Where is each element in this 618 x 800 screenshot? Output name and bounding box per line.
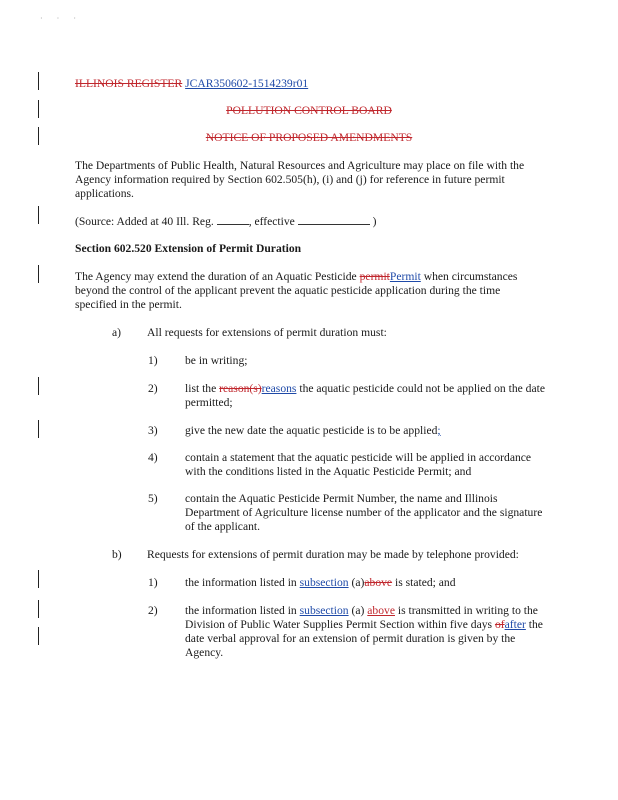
item-text <box>185 424 547 438</box>
deleted-text: ILLINOIS REGISTER <box>75 77 183 90</box>
subsection-text: Requests for extensions of permit duration may be made by telephone provided: <box>147 548 519 561</box>
item-text: contain a statement that the aquatic pesticide will be applied in accordance with the conditions listed in the Aquatic Pesticide Permit; and <box>185 451 532 478</box>
change-bar <box>38 627 39 645</box>
change-bar <box>38 206 39 224</box>
item-text-part: the information listed in <box>185 604 297 617</box>
item-number: 5) <box>148 492 158 505</box>
deleted-text: permit <box>359 270 390 283</box>
source-prefix: (Source: Added at 40 Ill. Reg. <box>75 215 214 228</box>
change-bar <box>38 420 39 438</box>
blank-field <box>298 214 370 225</box>
register-line <box>75 77 308 91</box>
item-text-part: the information listed in <box>185 576 297 589</box>
item-number: 2) <box>148 604 158 617</box>
source-middle: , effective <box>248 215 295 228</box>
inserted-text: ; <box>437 424 441 437</box>
scan-artifact: · · · <box>40 14 82 23</box>
para-text: when circumstances beyond the control of the applicant prevent the aquatic pesticide application during the time specified in the permit. <box>75 270 518 311</box>
deleted-text: POLLUTION CONTROL BOARD <box>226 104 392 117</box>
inserted-text: subsection <box>299 576 349 589</box>
item-number: 1) <box>148 576 158 589</box>
change-bar <box>38 377 39 395</box>
item-number: 2) <box>148 382 158 395</box>
item-text-part: is stated; and <box>394 576 456 589</box>
change-bar <box>38 600 39 618</box>
subsection-label: a) <box>112 326 122 339</box>
blank-field <box>217 214 249 225</box>
source-note <box>75 214 377 229</box>
item-text <box>185 382 547 410</box>
deleted-text: above <box>364 576 393 589</box>
notice-title <box>0 131 618 145</box>
item-number: 4) <box>148 451 158 464</box>
marked-text: above <box>367 604 395 617</box>
deleted-text: NOTICE OF PROPOSED AMENDMENTS <box>205 131 413 144</box>
source-suffix: ) <box>372 215 377 228</box>
item-text-part: (a) <box>351 604 365 617</box>
deleted-text: reason(s) <box>219 382 262 395</box>
inserted-text: after <box>504 618 526 631</box>
section-heading: Section 602.520 Extension of Permit Duration <box>75 242 302 255</box>
item-text-part: the aquatic pesticide could not be applied on the date permitted; <box>185 382 545 409</box>
item-text <box>185 576 547 590</box>
item-number: 1) <box>148 354 158 367</box>
board-title <box>0 104 618 118</box>
inserted-text: JCAR350602-1514239r01 <box>185 77 309 90</box>
intro-paragraph: The Departments of Public Health, Natural Resources and Agriculture may place on file with the Agency information required by Section 602.505(h), (i) and (j) for reference in future permit applications. <box>75 159 525 200</box>
item-text-part: (a) <box>351 576 365 589</box>
item-text-part: list the <box>185 382 217 395</box>
item-text-part: is transmitted in writing to the Division of Public Water Supplies Permit Section within five days <box>185 604 538 631</box>
para-text: The Agency may extend the duration of an Aquatic Pesticide <box>75 270 357 283</box>
inserted-text: Permit <box>389 270 421 283</box>
item-text <box>185 604 547 660</box>
change-bar <box>38 265 39 283</box>
change-bar <box>38 72 39 90</box>
subsection-label: b) <box>112 548 122 561</box>
subsection-text: All requests for extensions of permit duration must: <box>147 326 387 339</box>
inserted-text: reasons <box>261 382 297 395</box>
item-text-part: the date verbal approval for an extension of permit duration is given by the Agency. <box>185 618 543 659</box>
item-text: be in writing; <box>185 354 248 367</box>
inserted-text: subsection <box>299 604 349 617</box>
item-text: contain the Aquatic Pesticide Permit Number, the name and Illinois Department of Agriculture license number of the applicator and the signature of the applicant. <box>185 492 543 533</box>
deleted-text: of <box>494 618 505 631</box>
section-paragraph <box>75 270 545 312</box>
change-bar <box>38 570 39 588</box>
item-text-part: give the new date the aquatic pesticide is to be applied <box>185 424 438 437</box>
item-number: 3) <box>148 424 158 437</box>
